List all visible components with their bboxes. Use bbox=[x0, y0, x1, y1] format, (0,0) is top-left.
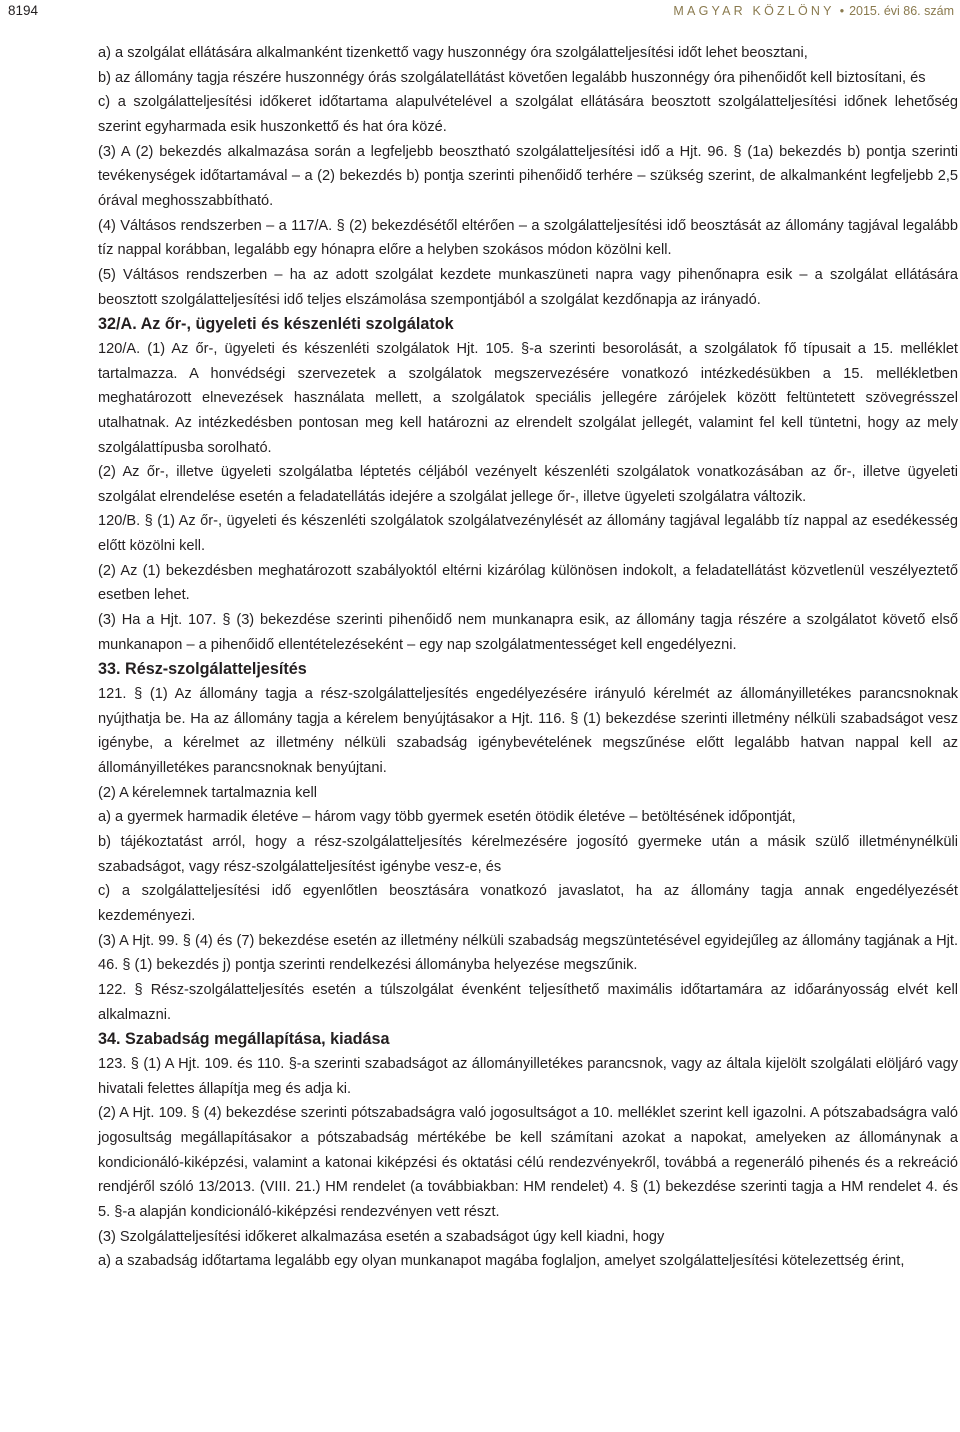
paragraph: (5) Váltásos rendszerben – ha az adott szolgálat kezdete munkaszüneti napra vagy pihenőnapra esik – a szolgálat ellátására beosztott szolgálatteljesítési idő teljes elszámolása szempontjából a szolgálat kezdőnapja az irányadó. bbox=[98, 266, 958, 308]
paragraph: (2) Az őr-, illetve ügyeleti szolgálatba léptetés céljából vezényelt készenléti szolgálatok vonatkozásában az őr-, illetve ügyeleti szolgálat elrendelése esetén a feladatellátás idejére a szolgálat jellege őr-, illetve ügyeleti szolgálatra változik. bbox=[98, 464, 958, 505]
paragraph: 120/B. § (1) Az őr-, ügyeleti és készenléti szolgálatok szolgálatvezénylését az állomány tagjával legalább tíz nappal az esedékesség előtt közölni kell. bbox=[98, 513, 958, 555]
paragraph: (3) Ha a Hjt. 107. § (3) bekezdése szerinti pihenőidő nem munkanapra esik, az állomány tagja részére a szolgálatot követő első munkanapon – a pihenőidő ellentételezéseként – egy nap szolgálatmentességet kell engedélyezni. bbox=[98, 612, 958, 653]
running-title bbox=[673, 4, 954, 18]
document-body bbox=[98, 41, 958, 1274]
paragraph: (2) A Hjt. 109. § (4) bekezdése szerinti pótszabadságra való jogosultságot a 10. melléklet szerint kell igazolni. A pótszabadságra való jogosultság megállapításakor a pótszabadság mértékébe be kell számítani azokat a napokat, amelyeken az állománynak a kondicionáló-kiképzési, valamint a katonai kiképzési és oktatási célú rendezvényekről, továbbá a regeneráló pihenés és a rekreáció rendjéről szóló 13/2013. (VIII. 21.) HM rendelet (a továbbiakban: HM rendelet) 4. § (1) bekezdése szerinti tagja a HM rendelet 4. és 5. §-a alapján kondicionáló-kiképzési rendezvényen vett részt. bbox=[98, 1105, 958, 1220]
page-header bbox=[0, 0, 960, 22]
paragraph: b) az állomány tagja részére huszonnégy órás szolgálatellátást követően legalább huszonnégy óra pihenőidőt kell biztosítani, és bbox=[98, 69, 926, 86]
paragraph: c) a szolgálatteljesítési idő egyenlőtlen beosztására vonatkozó javaslatot, ha az állomány tagja annak engedélyezését kezdeményezi. bbox=[98, 883, 958, 924]
paragraph: (2) Az (1) bekezdésben meghatározott szabályoktól eltérni kizárólag különösen indokolt, a feladatellátást közvetlenül veszélyeztető esetben lehet. bbox=[98, 562, 958, 604]
paragraph: a) a gyermek harmadik életéve – három vagy több gyermek esetén ötödik életéve – betöltésének időpontját, bbox=[98, 809, 796, 826]
section-heading: 33. Rész-szolgálatteljesítés bbox=[98, 660, 307, 679]
paragraph: c) a szolgálatteljesítési időkeret időtartama alapulvételével a szolgálat ellátására beosztott szolgálatteljesítési időnek lehetőség szerint egyharmada esik huszonkettő és hat óra közé. bbox=[98, 94, 958, 135]
paragraph: b) tájékoztatást arról, hogy a rész-szolgálatteljesítés kérelmezésére jogosító gyermeke után a másik szülő illetménynélküli szabadságot, vagy rész-szolgálatteljesítést igénybe vesz-e, és bbox=[98, 834, 958, 875]
paragraph: (3) A Hjt. 99. § (4) és (7) bekezdése esetén az illetmény nélküli szabadság megszüntetésével egyidejűleg az állomány tagjának a Hjt. 46. § (1) bekezdés j) pontja szerinti rendelkezési állományba helyezése megszűnik. bbox=[98, 932, 958, 974]
paragraph: 123. § (1) A Hjt. 109. és 110. §-a szerinti szabadságot az állományilletékes parancsnok, vagy az általa kijelölt szolgálati elöljáró vagy hivatali felettes állapítja meg és adja ki. bbox=[98, 1055, 958, 1097]
paragraph: 120/A. (1) Az őr-, ügyeleti és készenléti szolgálatok Hjt. 105. §-a szerinti besorolását, a szolgálatok fő típusait a 15. melléklet tartalmazza. A honvédségi szervezetek a szolgálatok megszervezésére vonatkozó intézkedésükben a 15. mellékletben meghatározott elnevezések használata mellett, a szolgálatok speciális jellegére zárójelek között feltüntetett szövegrésszel utalhatnak. Az intézkedésben pontosan meg kell határozni az elrendelt szolgálat jellegét, valamint fel kell tüntetni, hogy az mely szolgálattípusba sorolható. bbox=[98, 340, 958, 456]
section-heading: 34. Szabadság megállapítása, kiadása bbox=[98, 1030, 390, 1049]
paragraph: 122. § Rész-szolgálatteljesítés esetén a túlszolgálat évenként teljesíthető maximális időtartamára az időarányosság elvét kell alkalmazni. bbox=[98, 981, 958, 1023]
paragraph: (2) A kérelemnek tartalmaznia kell bbox=[98, 784, 317, 801]
paragraph: a) a szolgálat ellátására alkalmanként tizenkettő vagy huszonnégy óra szolgálatteljesítési időt lehet beosztani, bbox=[98, 45, 808, 61]
paragraph: a) a szabadság időtartama legalább egy olyan munkanapot magába foglaljon, amelyet szolgálatteljesítési kötelezettség érint, bbox=[98, 1253, 905, 1270]
separator-dot: • bbox=[839, 4, 845, 18]
page-number: 8194 bbox=[8, 3, 39, 18]
paragraph: (3) A (2) bekezdés alkalmazása során a legfeljebb beosztható szolgálatteljesítési idő a Hjt. 96. § (1a) bekezdés b) pontja szerinti tevékenységek időtartamával – a (2) bekezdés b) pontja szerinti pihenőidő terhére – szükség szerint, de alkalmanként legfeljebb 2,5 órával meghosszabbítható. bbox=[98, 143, 958, 209]
section-heading: 32/A. Az őr-, ügyeleti és készenléti szolgálatok bbox=[98, 315, 454, 334]
paragraph: (3) Szolgálatteljesítési időkeret alkalmazása esetén a szabadságot úgy kell kiadni, hogy bbox=[98, 1228, 665, 1245]
paragraph: 121. § (1) Az állomány tagja a rész-szolgálatteljesítés engedélyezésére irányuló kérelmét az állományilletékes parancsnoknak nyújthatja be. Ha az állomány tagja a kérelem benyújtásakor a Hjt. 116. § (1) bekezdése szerinti illetmény nélküli szabadságot vesz igénybe, a kérelmet az illetmény nélküli szabadság igénybevételének megszűnése előtt legalább hatvan nappal kell az állományilletékes parancsnoknak benyújtani. bbox=[98, 686, 958, 777]
paragraph: (4) Váltásos rendszerben – a 117/A. § (2) bekezdésétől eltérően – a szolgálatteljesítési idő beosztását az állomány tagjával legalább tíz nappal korábban, legalább egy hónapra előre a helyben szokásos módon közölni kell. bbox=[98, 217, 958, 259]
journal-title: MAGYAR KÖZLÖNY bbox=[673, 4, 835, 18]
issue-number: 2015. évi 86. szám bbox=[849, 4, 954, 18]
